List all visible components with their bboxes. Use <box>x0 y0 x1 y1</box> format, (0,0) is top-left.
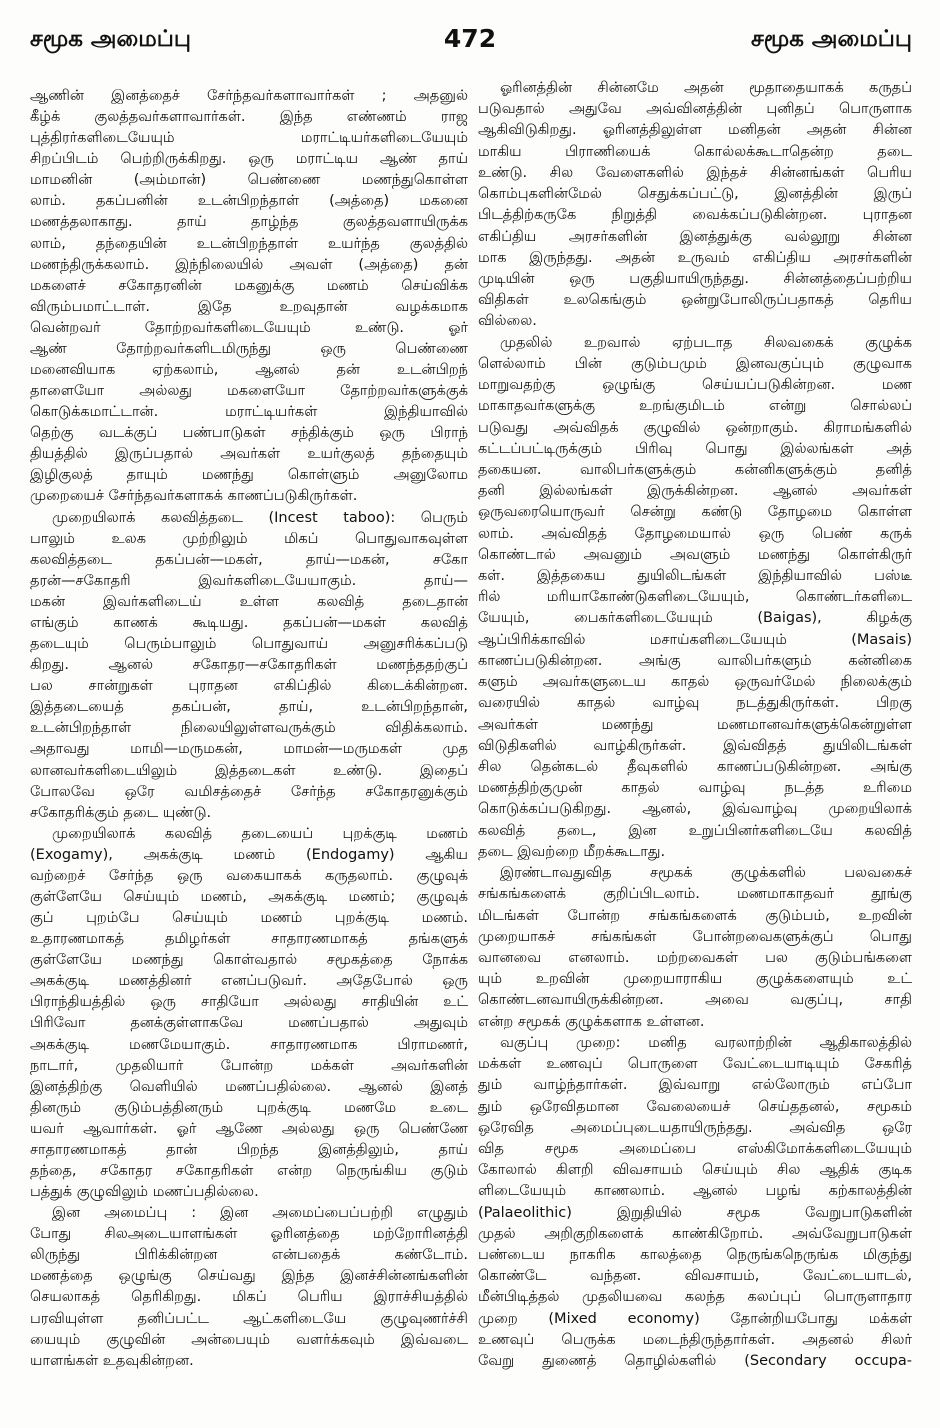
text-line: ஆணின் இனத்தைச் சேர்ந்தவர்களாவார்கள் ; அதனுல் <box>30 88 468 104</box>
text-line: கொடுக்கமாட்டான். மராட்டியர்கள் இந்தியாவில் <box>30 404 468 421</box>
paragraph <box>30 1203 468 1372</box>
text-line: தனி இல்லங்கள் இருக்கின்றன. ஆனல் அவர்கள் <box>478 483 912 500</box>
text-line: பத்துக் குழுவிலும் மணப்பதில்லை. <box>30 1184 259 1201</box>
text-line: ளெல்லாம் பின் குடும்பமும் இனவகுப்பும் குழுவாக <box>478 355 912 372</box>
running-head-right: சமூக அமைப்பு <box>751 26 912 52</box>
text-line: தரன்—சகோதரி இவர்களிடையேயாகும். தாய்— <box>30 572 468 589</box>
text-line: வேறு துணைத் தொழில்களில் (Secondary occupa- <box>478 1353 912 1370</box>
text-line: மணந்திருக்கலாம். இந்நிலையில் அவள் (அத்தை) தன் <box>30 256 468 273</box>
paragraph <box>30 86 468 508</box>
text-line: கொண்டனவாயிருக்கின்றன. அவை வகுப்பு, சாதி <box>478 992 912 1009</box>
text-line: பரவியுள்ள தனிப்பட்ட ஆட்களிடையே குழுவுணர்ச்சி <box>30 1310 468 1327</box>
text-line: விரும்பமாட்டாள். இதே உறவுதான் வழக்கமாக <box>30 298 468 315</box>
text-line: தந்தை, சகோதர சகோதரிகள் என்ற நெருங்கிய குடும் <box>30 1162 468 1179</box>
text-line: இன அமைப்பு : இன அமைப்பைப்பற்றி எழுதும் <box>52 1205 468 1222</box>
text-line: ஆண் தோற்றவர்களிடமிருந்து ஒரு பெண்ணை <box>30 340 468 357</box>
text-line: ரில் மரியாகோண்டுகளிடையேயும், கொண்டர்களிடை <box>478 589 912 606</box>
text-line: ஒருவரையொருவர் சென்று கண்டு தோழமை கொள்ள <box>478 504 912 521</box>
text-line: மாமனின் (அம்மான்) பெண்ணை மணந்துகொள்ள <box>30 172 468 189</box>
text-line: தடையும் பெரும்பாலும் பொதுவாய் அனுசரிக்கப்படு <box>30 636 468 653</box>
text-line: தியத்தில் இருப்பதால் அவர்கள் உயர்குலத் தந்தையும் <box>30 446 468 463</box>
text-line: வற்றைச் சேர்ந்த ஒரு வகையாகக் கருதலாம். குழுவுக் <box>30 867 468 884</box>
text-line: உண்டு. சில வேளைகளில் இந்தச் சின்னங்கள் பெரிய <box>478 164 912 181</box>
text-line: லாம், தந்தையின் உடன்பிறந்தாள் உயர்ந்த குலத்தில் <box>30 235 468 252</box>
text-line: யும் உறவின் முறையாராகிய குழுக்களையும் உட் <box>478 971 912 988</box>
text-line: தடை இவற்றை மீறக்கூடாது. <box>478 843 666 860</box>
text-line: என்ற சமூகக் குழுக்களாக உள்ளன. <box>478 1013 705 1030</box>
text-line: லானவர்களிடையிலும் இத்தடைகள் உண்டு. இதைப் <box>30 762 468 779</box>
text-line: இனத்திற்கு வெளியில் மணப்பதில்லை. ஆனல் இனத் <box>30 1078 468 1095</box>
text-line: மீன்பிடித்தல் முதலியவை கலந்த கலப்புப் பொருளாதார <box>478 1289 912 1306</box>
text-line: தெற்கு வடக்குப் பண்பாடுகள் சந்திக்கும் ஒரு பிராந் <box>30 425 468 442</box>
text-line: கொம்புகளின்மேல் செதுக்கப்பட்டு, இனத்தின் இருப் <box>478 186 912 203</box>
text-line: விடுதிகளில் வாழ்கிருர்கள். இவ்விதத் துயிலிடங்கள் <box>478 737 912 754</box>
text-line: எகிப்திய அரசர்களின் இனத்துக்கு வல்லூறு சின்ன <box>478 228 912 245</box>
left-column <box>30 86 468 1372</box>
text-line: அகக்குடி மணமேயாகும். சாதாரணமாக பிராமணர், <box>30 1036 468 1053</box>
text-line: மிடங்கள் போன்ற சங்கங்களைக் குடும்பம், உறவின் <box>478 907 912 924</box>
text-line: முறையாகச் சங்கங்கள் போன்றவைகளுக்குப் பொது <box>478 928 912 945</box>
text-line: மணத்திற்குமுன் காதல் வாழ்வு நடத்த உரிமை <box>478 780 912 797</box>
text-line: கள். இத்தகைய துயிலிடங்கள் இந்தியாவில் பஸ்டீ <box>478 568 912 585</box>
text-line: தினரும் குடும்பத்தினரும் புறக்குடி மணமே உடை <box>30 1099 468 1116</box>
text-line: முறையைச் சேர்ந்தவர்களாகக் காணப்படுகிருர்கள். <box>30 488 358 505</box>
text-line: சங்கங்களைக் குறிப்பிடலாம். மணமாகாதவர் தூங்கு <box>478 886 912 903</box>
paragraph <box>478 1033 912 1373</box>
page-number: 472 <box>443 24 497 53</box>
text-line: முடியின் ஒரு பகுதியாயிருந்தது. சின்னத்தைப்பற்றிய <box>478 270 912 287</box>
text-line: பிரிவோ தனக்குள்ளாகவே மணப்பதால் அதுவும் <box>30 1015 468 1032</box>
text-line: சகோதரிக்கும் தடை யுண்டு. <box>30 804 212 821</box>
text-line: லிருந்து பிரிக்கின்றன என்பதைக் கண்டோம். <box>30 1247 468 1264</box>
text-line: தாளையோ அல்லது மகளையோ தோற்றவர்களுக்குக் <box>30 383 468 400</box>
text-line: குள்ளேயே செய்யும் மணம், அகக்குடி மணம்; குழுவுக் <box>30 888 468 905</box>
text-line: உணவுப் பெருக்க மடைந்திருந்தார்கள். அதனல் சிலர் <box>478 1331 912 1348</box>
text-line: வில்லை. <box>478 313 537 330</box>
text-line: விதிகள் உலகெங்கும் ஒன்றுபோலிருப்பதாகத் தெரிய <box>478 292 912 309</box>
text-line: கிறது. ஆனல் சகோதர—சகோதரிகள் மணந்ததற்குப் <box>30 657 468 674</box>
text-line: லாம். தகப்பனின் உடன்பிறந்தாள் (அத்தை) மகனை <box>30 193 468 210</box>
text-line: யவர் ஆவார்கள். ஓர் ஆணே அல்லது ஒரு பெண்ணே <box>30 1120 468 1137</box>
paragraph <box>30 824 468 1203</box>
text-line: ஓரினத்தின் சின்னமே அதன் மூதாதையாகக் கருதப் <box>500 80 912 96</box>
paragraph <box>478 78 912 333</box>
text-line: மாறுவதற்கு ஒழுங்கு செய்யப்படுகின்றன. மண <box>478 377 912 394</box>
text-line: சில தென்கடல் தீவுகளில் காணப்படுகின்றன. அங்கு <box>478 759 912 775</box>
text-line: ஒரேவித அமைப்புடையதாயிருந்தது. அவ்வித ஒரே <box>478 1119 912 1136</box>
text-line: பல சான்றுகள் புராதன எகிப்தில் கிடைக்கின்றன. <box>30 678 468 695</box>
text-line: (Palaeolithic) இறுதியில் சமூக வேறுபாடுகளின் <box>478 1204 912 1221</box>
text-line: படுவதால் அதுவே அவ்வினத்தின் புனிதப் பொருளாக <box>478 101 912 118</box>
text-line: யேயும், பைகர்களிடையேயும் (Baigas), கிழக்கு <box>478 610 912 627</box>
text-line: போது சிலஅடையாளங்கள் ஓரினத்தை மற்றோரினத்தி <box>30 1226 468 1243</box>
text-line: வென்றவர் தோற்றவர்களிடையேயும் உண்டு. ஓர் <box>30 319 468 336</box>
text-line: தும் வாழ்ந்தார்கள். இவ்வாறு எல்லோரும் எப்போ <box>478 1077 912 1094</box>
text-line: முதல் அறிகுறிகளைக் காண்கிறோம். அவ்வேறுபாடுகள் <box>478 1225 912 1242</box>
text-line: சாதாரணமாகத் தான் பிறந்த இனத்திலும், தாய் <box>30 1141 468 1158</box>
text-line: எங்கும் காணக் கூடியது. தகப்பன்—மகள் கலவித் <box>30 614 468 631</box>
text-line: யையும் குழுவின் அன்பையும் வளர்க்கவும் இவ்வடை <box>30 1331 468 1348</box>
text-line: மாகிய பிராணியைக் கொல்லக்கூடாதென்ற தடை <box>478 143 912 160</box>
text-line: பிராந்தியத்தில் ஒரு சாதியோ அல்லது சாதியின் உட் <box>30 994 468 1011</box>
text-line: மணத்தலாகாது. தாய் தாழ்ந்த குலத்தவளாயிருக்க <box>30 214 468 231</box>
text-line: முறை (Mixed economy) தோன்றியபோது மக்கள் <box>478 1310 912 1327</box>
text-line: மக்கள் உணவுப் பொருளை வேட்டையாடியும் சேகரித் <box>478 1056 912 1073</box>
text-line: போலவே ஒரே வமிசத்தைச் சேர்ந்த சகோதரனுக்கும் <box>30 783 468 800</box>
text-line: கலவித்தடை தகப்பன்—மகள், தாய்—மகன், சகோ <box>30 551 468 568</box>
text-line: குப் புறம்பே செய்யும் மணம் புறக்குடி மணம். <box>30 910 468 927</box>
paragraph <box>30 508 468 824</box>
text-line: கொண்டால் அவனும் அவளும் மணந்து கொள்கிருர் <box>478 546 912 563</box>
text-line: கொண்டே வந்தன. விவசாயம், வேட்டையாடல், <box>478 1268 912 1285</box>
text-line: புத்திரர்களிடையேயும் மராட்டியர்களிடையேயும் <box>30 130 468 147</box>
text-line: வித சமூக அமைப்பை எஸ்கிமோக்களிடையேயும் <box>478 1140 912 1157</box>
text-line: இழிகுலத் தாயும் மணந்து கொள்ளும் அனுலோம <box>30 467 468 484</box>
text-line: மகளைச் சகோதரனின் மகனுக்கு மணம் செய்விக்க <box>30 277 468 294</box>
running-head-left: சமூக அமைப்பு <box>30 26 191 52</box>
text-line: பிடத்திற்கருகே நிறுத்தி வைக்கப்படுகின்றன. புராதன <box>478 207 912 224</box>
text-line: மகன் இவர்களிடைய் உள்ள கலவித் தடைதான் <box>30 593 468 610</box>
paragraph <box>478 863 912 1033</box>
text-line: அவர்கள் மணந்து மணமானவர்களுக்கென்றுள்ள <box>478 716 912 733</box>
text-line: தும் ஒரேவிதமான வேலையைச் செய்ததனல், சமூகம் <box>478 1098 912 1115</box>
text-line: குள்ளேயே மணந்து கொள்வதால் சமூகத்தை நோக்க <box>30 952 468 969</box>
text-line: உதாரணமாகத் தமிழர்கள் சாதாரணமாகத் தங்களுக் <box>30 931 468 948</box>
text-line: கோலால் கிளறி விவசாயம் செய்யும் சில ஆதிக் குடிக <box>478 1162 912 1179</box>
text-line: மாகாதவர்களுக்கு உறங்குமிடம் என்று சொல்லப் <box>478 398 912 415</box>
paragraph <box>478 333 912 863</box>
text-line: கீழ்க் குலத்தவர்களாவார்கள். இந்த எண்ணம் ராஜ <box>30 109 468 126</box>
text-line: மணத்தை ஒழுங்கு செய்வது இந்த இனச்சின்னங்களின் <box>30 1268 468 1285</box>
text-line: பாலும் உலக முற்றிலும் மிகப் பொதுவாகவுள்ள <box>30 530 468 547</box>
text-line: ஆப்பிரிக்காவில் மசாய்களிடையேயும் (Masais) <box>478 631 912 648</box>
text-line: முதலில் உறவால் ஏற்படாத சிலவகைக் குழுக்க <box>500 334 912 351</box>
text-line: தகையன. வாலிபர்களுக்கும் கன்னிகளுக்கும் தனித் <box>478 461 912 478</box>
text-line: வரையில் காதல் வாழ்வு நடத்துகிருர்கள். பிறகு <box>478 695 912 712</box>
text-line: இரண்டாவதுவித சமூகக் குழுக்களில் பலவகைச் <box>500 865 912 882</box>
text-line: நாடார், முதலியார் போன்ற மக்கள் அவர்களின் <box>30 1057 468 1074</box>
text-line: கட்டப்பட்டிருக்கும் பிரிவு பொது இல்லங்கள் அத் <box>478 440 912 457</box>
text-line: வானவை எனலாம். மற்றவைகள் பல குடும்பங்களை <box>478 949 912 966</box>
text-line: கொடுக்கப்படுகிறது. ஆனல், இவ்வாழ்வு முறையிலாக் <box>478 801 912 818</box>
text-line: சிறப்பிடம் பெற்றிருக்கிறது. ஒரு மராட்டிய ஆண் தாய் <box>30 151 468 168</box>
text-line: காணப்படுகின்றன. அங்கு வாலிபர்களும் கன்னிகை <box>478 652 912 669</box>
text-line: மனைவியாக ஏற்கலாம், ஆனல் தன் உடன்பிறந் <box>30 362 468 379</box>
text-line: களும் அவர்களுடைய காதல் ஒருவர்மேல் நிலைக்கும் <box>478 674 912 691</box>
text-line: முறையிலாக் கலவித் தடையைப் புறக்குடி மணம் <box>52 825 468 842</box>
text-line: லாம். அவ்விதத் தோழமையால் ஒரு பெண் கருக் <box>478 525 912 542</box>
text-line: முறையிலாக் கலவித்தடை (Incest taboo): பெரும் <box>52 509 468 526</box>
text-line: ஆகிவிடுகிறது. ஓரினத்திலுள்ள மனிதன் அதன் சின்ன <box>478 122 912 139</box>
text-line: பண்டைய நாகரிக காலத்தை நெருங்கநெருங்க மிகுந்து <box>478 1247 912 1264</box>
right-column <box>478 78 912 1372</box>
text-line: படுவது அவ்விதக் குழுவில் ஒன்றாகும். கிராமங்களில் <box>478 419 912 436</box>
text-line: யாளங்கள் உதவுகின்றன. <box>30 1352 194 1369</box>
text-line: வகுப்பு முறை: மனித வரலாற்றின் ஆதிகாலத்தில் <box>500 1034 912 1051</box>
text-line: அகக்குடி மணத்தினர் எனப்படுவர். அதேபோல் ஒரு <box>30 973 468 990</box>
text-line: அதாவது மாமி—மருமகன், மாமன்—மருமகள் முத <box>30 741 468 758</box>
text-line: உடன்பிறந்தாள் நிலையிலுள்ளவருக்கும் விதிக்கலாம். <box>30 720 468 737</box>
text-line: கலவித் தடை, இன உறுப்பினர்களிடையே கலவித் <box>478 822 912 839</box>
text-line: இத்தடையைத் தகப்பன், தாய், உடன்பிறந்தான், <box>30 699 468 716</box>
text-line: (Exogamy), அகக்குடி மணம் (Endogamy) ஆகிய <box>30 846 468 863</box>
text-line: மாக இருந்தது. அதன் உருவம் எகிப்திய அரசர்களின் <box>478 249 912 266</box>
text-line: செயலாகத் தெரிகிறது. மிகப் பெரிய இராச்சியத்தில் <box>30 1289 468 1306</box>
text-line: ளிடையேயும் காணலாம். ஆனல் பழங் கற்காலத்தின் <box>478 1183 912 1200</box>
